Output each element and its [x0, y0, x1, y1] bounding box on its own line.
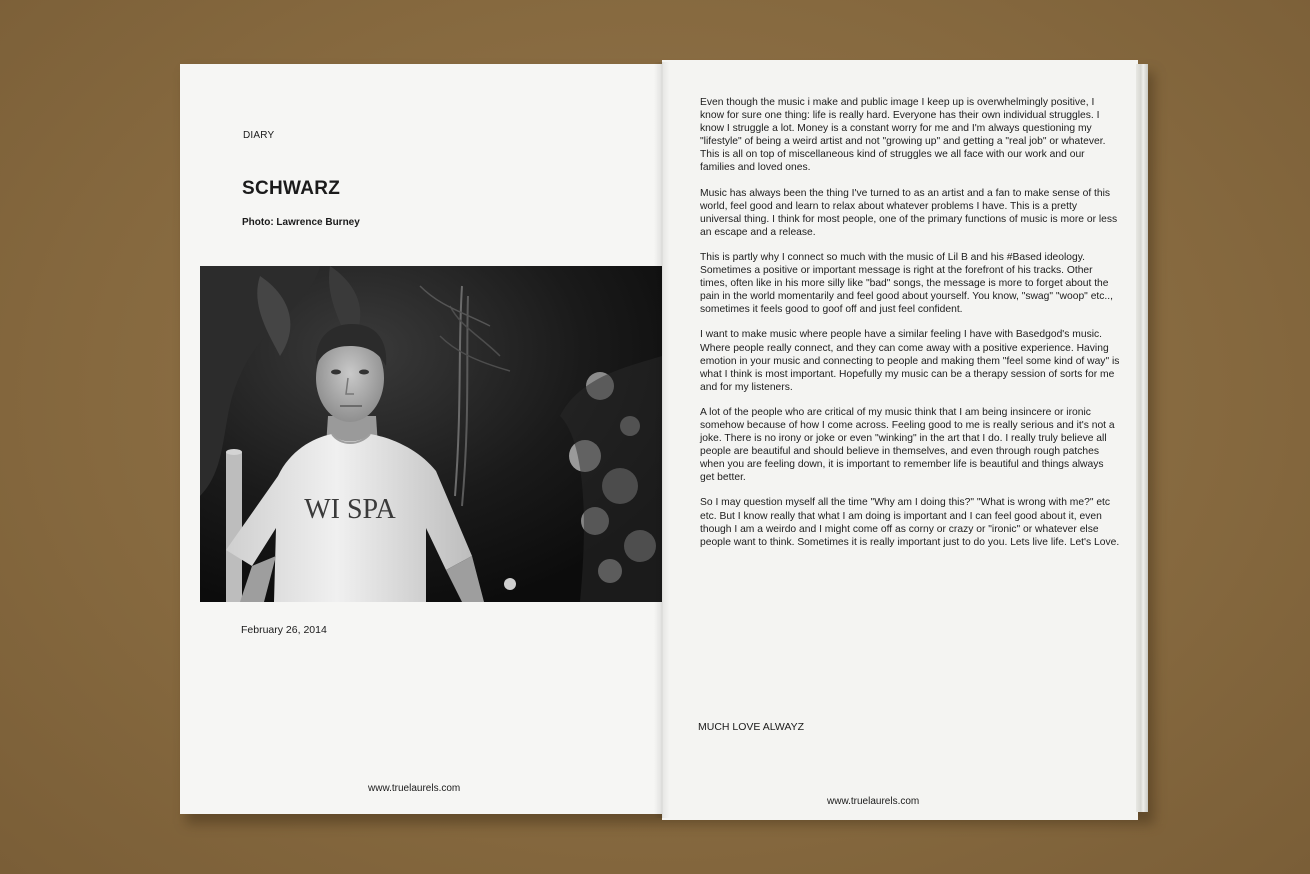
photo-credit: Photo: Lawrence Burney — [242, 217, 360, 228]
shirt-print: WI SPA — [304, 494, 396, 525]
article-body — [700, 96, 1120, 561]
footer-url-right: www.truelaurels.com — [827, 796, 920, 807]
portrait-photo — [200, 266, 662, 602]
body-paragraph-2: Music has always been the thing I've turned to as an artist and a fan to make sense of this world, feel good and learn to relax about whatever problems I have. This is a pretty universal thing. I think for most people, one of the primary functions of music is more or less an escape and a release. — [700, 187, 1118, 238]
footer-url-left: www.truelaurels.com — [368, 783, 461, 794]
page-edges — [1136, 64, 1148, 812]
publish-date: February 26, 2014 — [241, 624, 327, 636]
body-paragraph-4: I want to make music where people have a similar feeling I have with Basedgod's music. Where people really connect, and they can come away with a positive experience. Having emotion in your music and connecting to people and making them "feel some kind of way" is what I think is most important. Hopefully my music can be a therapy session of sorts for me and for my listeners. — [700, 329, 1120, 393]
article-title: SCHWARZ — [242, 178, 341, 199]
right-page — [662, 60, 1138, 820]
body-paragraph-3: This is partly why I connect so much with the music of Lil B and his #Based ideology. Sometimes a positive or important message is right at the forefront of his tracks. Other times, often like in his more silly like "bad" songs, the message is more to forget about the pain in the world momentarily and feel good about yourself. You know, "swag" "woop" etc.., sometimes it feels good to goof off and just feel confident. — [700, 251, 1114, 316]
body-paragraph-5: A lot of the people who are critical of my music think that I am being insincere or ironic somehow because of how I come across. Feeling good to me is really serious and it's not a joke. There is no irony or joke or even "winking" in the art that I do. I really truly believe all people are beautiful and should believe in themselves, and even through rough patches when you are feeling down, it is important to remember life is beautiful and things always get better. — [700, 406, 1115, 484]
section-label: DIARY — [243, 130, 275, 141]
body-paragraph-1: Even though the music i make and public image I keep up is overwhelmingly positive, I know for sure one thing: life is really hard. Everyone has their own individual struggles. I know I struggle a lot. Money is a constant worry for me and I'm always questioning my "lifestyle" of being a weird artist and not "growing up" and getting a "real job" or whatever. This is all on top of miscellaneous kind of struggles we all face with our work and our families and loved ones. — [700, 97, 1106, 174]
body-paragraph-6: So I may question myself all the time "Why am I doing this?" "What is wrong with me?" etc etc. But I know really that what I am doing is important and I can feel good about it, even though I am a weirdo and I might come off as corny or crazy or "ironic" or whatever else people want to think. Sometimes it is really important just to do you. Lets live life. Let's Love. — [700, 497, 1120, 548]
spine-gutter — [654, 62, 670, 818]
portrait-illustration — [200, 266, 662, 602]
signoff: MUCH LOVE ALWAYZ — [698, 721, 804, 733]
left-page — [180, 64, 662, 814]
